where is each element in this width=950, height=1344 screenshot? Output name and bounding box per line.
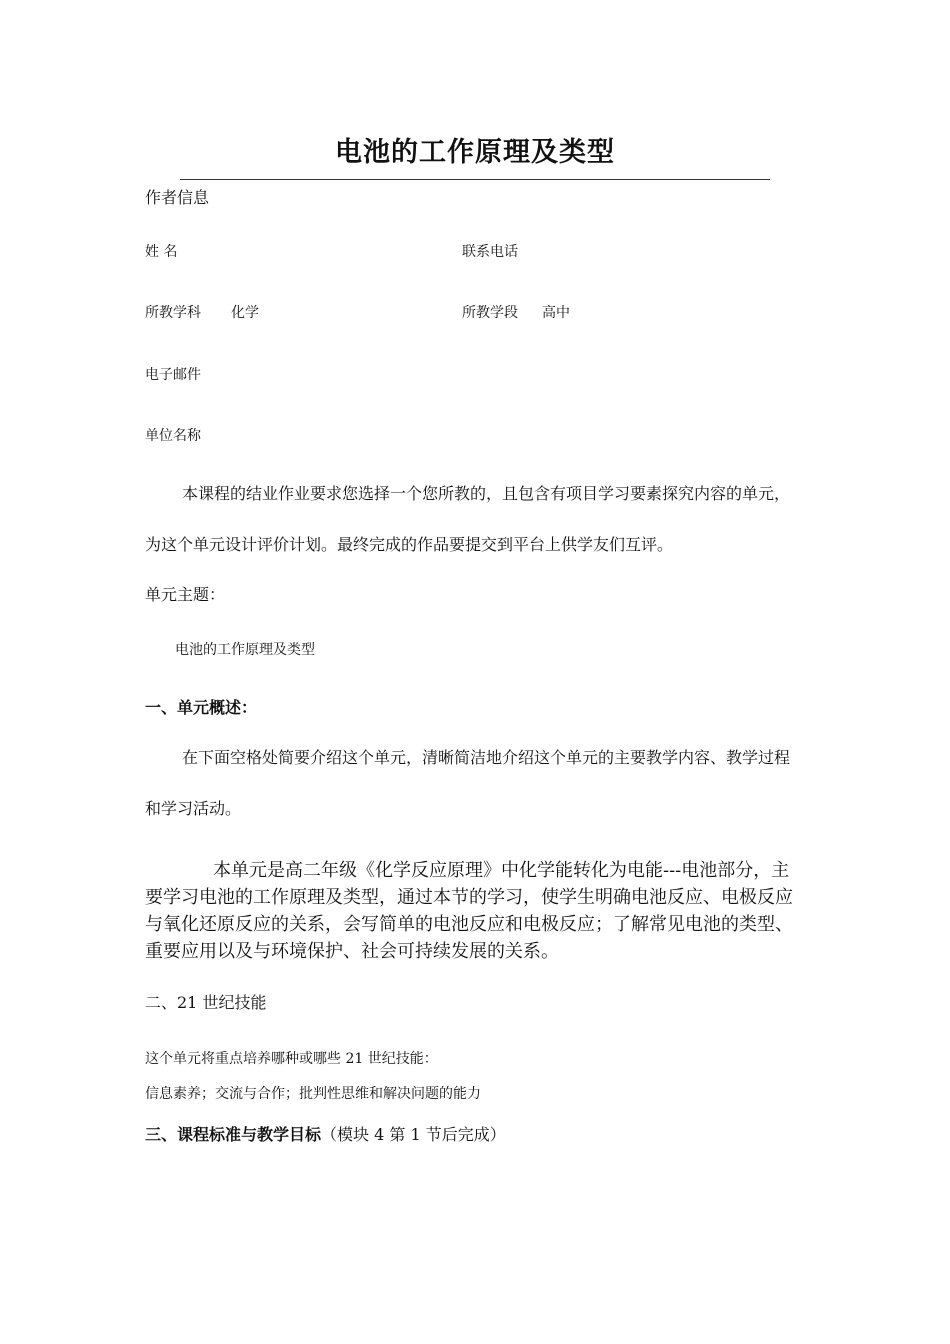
- standards-heading: 三、课程标准与教学目标: [145, 1125, 322, 1144]
- standards-line: [145, 1122, 506, 1145]
- overview-heading: 一、单元概述：: [145, 698, 258, 717]
- title-underline: [180, 179, 770, 180]
- overview-instruction-line-1: 在下面空格处简要介绍这个单元，清晰简洁地介绍这个单元的主要教学内容、教学过程: [182, 748, 791, 767]
- phone-label: 联系电话: [462, 244, 518, 260]
- overview-content: 本单元是高二年级《化学反应原理》中化学能转化为电能---电池部分，主要学习电池的工作原理及类型，通过本节的学习，使学生明确电池反应、电极反应与氧化还原反应的关系，会写简单的电池反应和电极反应；了解常见电池的类型、重要应用以及与环境保护、社会可持续发展的关系。: [145, 860, 793, 962]
- subject-label: 所教学科: [145, 305, 201, 321]
- skills-heading: 二、21 世纪技能: [145, 993, 267, 1012]
- name-label: 姓 名: [145, 244, 178, 260]
- overview-instruction-line-2: 和学习活动。: [145, 799, 242, 818]
- intro-line-2: 为这个单元设计评价计划。最终完成的作品要提交到平台上供学友们互评。: [145, 535, 674, 554]
- author-info-heading: 作者信息: [145, 188, 210, 207]
- email-label: 电子邮件: [145, 367, 201, 383]
- standards-note: （模块 4 第 1 节后完成）: [321, 1125, 506, 1144]
- unit-theme-heading: 单元主题：: [145, 585, 226, 604]
- skills-answer: 信息素养；交流与合作；批判性思维和解决问题的能力: [145, 1086, 481, 1102]
- intro-line-1: 本课程的结业作业要求您选择一个您所教的，且包含有项目学习要素探究内容的单元，: [182, 484, 791, 503]
- unit-theme-value: 电池的工作原理及类型: [175, 642, 315, 658]
- subject-value: 化学: [231, 305, 259, 321]
- grade-value: 高中: [542, 305, 570, 321]
- skills-question: 这个单元将重点培养哪种或哪些 21 世纪技能：: [145, 1051, 438, 1067]
- grade-label: 所教学段: [462, 305, 518, 321]
- document-title: 电池的工作原理及类型: [335, 137, 615, 168]
- unit-label: 单位名称: [145, 428, 201, 444]
